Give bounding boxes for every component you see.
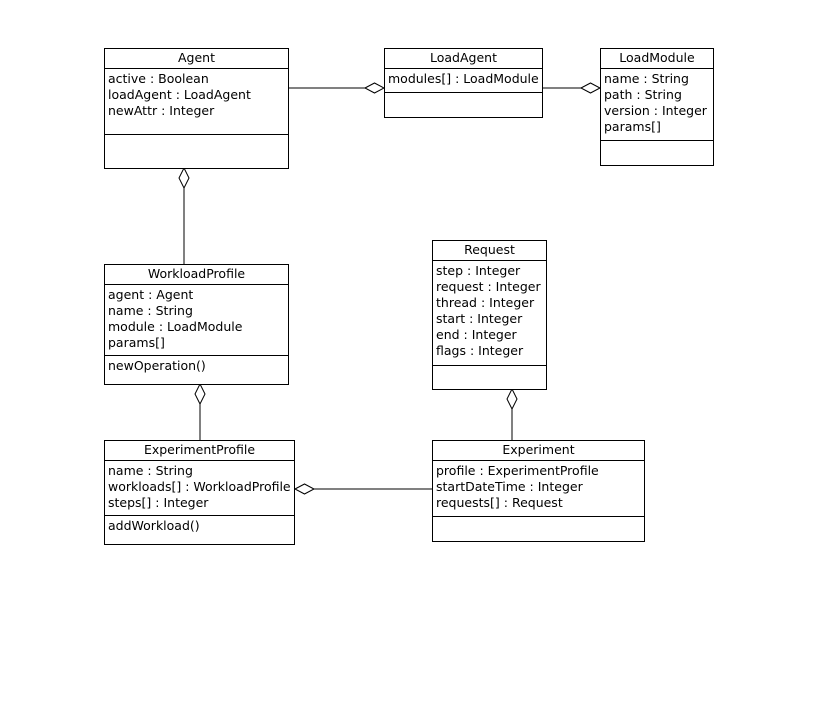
class-name: Agent (105, 49, 288, 69)
operation-compartment (385, 93, 542, 98)
attribute: module : LoadModule (108, 319, 243, 334)
attribute: requests[] : Request (436, 495, 563, 510)
attribute-compartment (105, 285, 288, 356)
class-workloadprofile[interactable] (104, 264, 289, 385)
operation-compartment (433, 366, 546, 371)
attribute-compartment (105, 69, 288, 135)
class-experiment[interactable] (432, 440, 645, 542)
attribute: params[] (108, 335, 165, 350)
attribute: loadAgent : LoadAgent (108, 87, 251, 102)
attribute-compartment (105, 461, 294, 516)
operation-compartment (105, 356, 288, 377)
class-name: LoadAgent (385, 49, 542, 69)
attribute: flags : Integer (436, 343, 524, 358)
operation: addWorkload() (108, 518, 200, 533)
attribute: profile : ExperimentProfile (436, 463, 599, 478)
operation-compartment (105, 135, 288, 140)
attribute: thread : Integer (436, 295, 535, 310)
attribute: name : String (108, 303, 193, 318)
attribute: version : Integer (604, 103, 707, 118)
aggregation-diamond-request (507, 389, 517, 409)
class-experimentprofile[interactable] (104, 440, 295, 545)
attribute: name : String (604, 71, 689, 86)
aggregation-diamond-experimentprofile (295, 484, 314, 494)
class-name: ExperimentProfile (105, 441, 294, 461)
aggregation-diamond-agent (179, 168, 189, 188)
attribute: end : Integer (436, 327, 517, 342)
class-loadagent[interactable] (384, 48, 543, 118)
attribute-compartment (433, 261, 546, 366)
attribute: workloads[] : WorkloadProfile (108, 479, 291, 494)
attribute-compartment (385, 69, 542, 93)
attribute: name : String (108, 463, 193, 478)
class-loadmodule[interactable] (600, 48, 714, 166)
attribute: step : Integer (436, 263, 521, 278)
aggregation-diamond-loadmodule (581, 83, 600, 93)
class-name: LoadModule (601, 49, 713, 69)
class-agent[interactable] (104, 48, 289, 169)
aggregation-diamond-workloadprofile (195, 384, 205, 404)
attribute-compartment (601, 69, 713, 141)
attribute: agent : Agent (108, 287, 194, 302)
class-request[interactable] (432, 240, 547, 390)
attribute: params[] (604, 119, 661, 134)
class-name: Experiment (433, 441, 644, 461)
attribute: startDateTime : Integer (436, 479, 583, 494)
class-name: Request (433, 241, 546, 261)
attribute: steps[] : Integer (108, 495, 209, 510)
attribute-compartment (433, 461, 644, 517)
attribute: newAttr : Integer (108, 103, 215, 118)
attribute: modules[] : LoadModule (388, 71, 539, 86)
class-name: WorkloadProfile (105, 265, 288, 285)
attribute: active : Boolean (108, 71, 209, 86)
aggregation-diamond-loadagent (365, 83, 384, 93)
attribute: path : String (604, 87, 682, 102)
operation-compartment (433, 517, 644, 522)
operation: newOperation() (108, 358, 206, 373)
attribute: start : Integer (436, 311, 523, 326)
operation-compartment (105, 516, 294, 537)
operation-compartment (601, 141, 713, 146)
attribute: request : Integer (436, 279, 541, 294)
